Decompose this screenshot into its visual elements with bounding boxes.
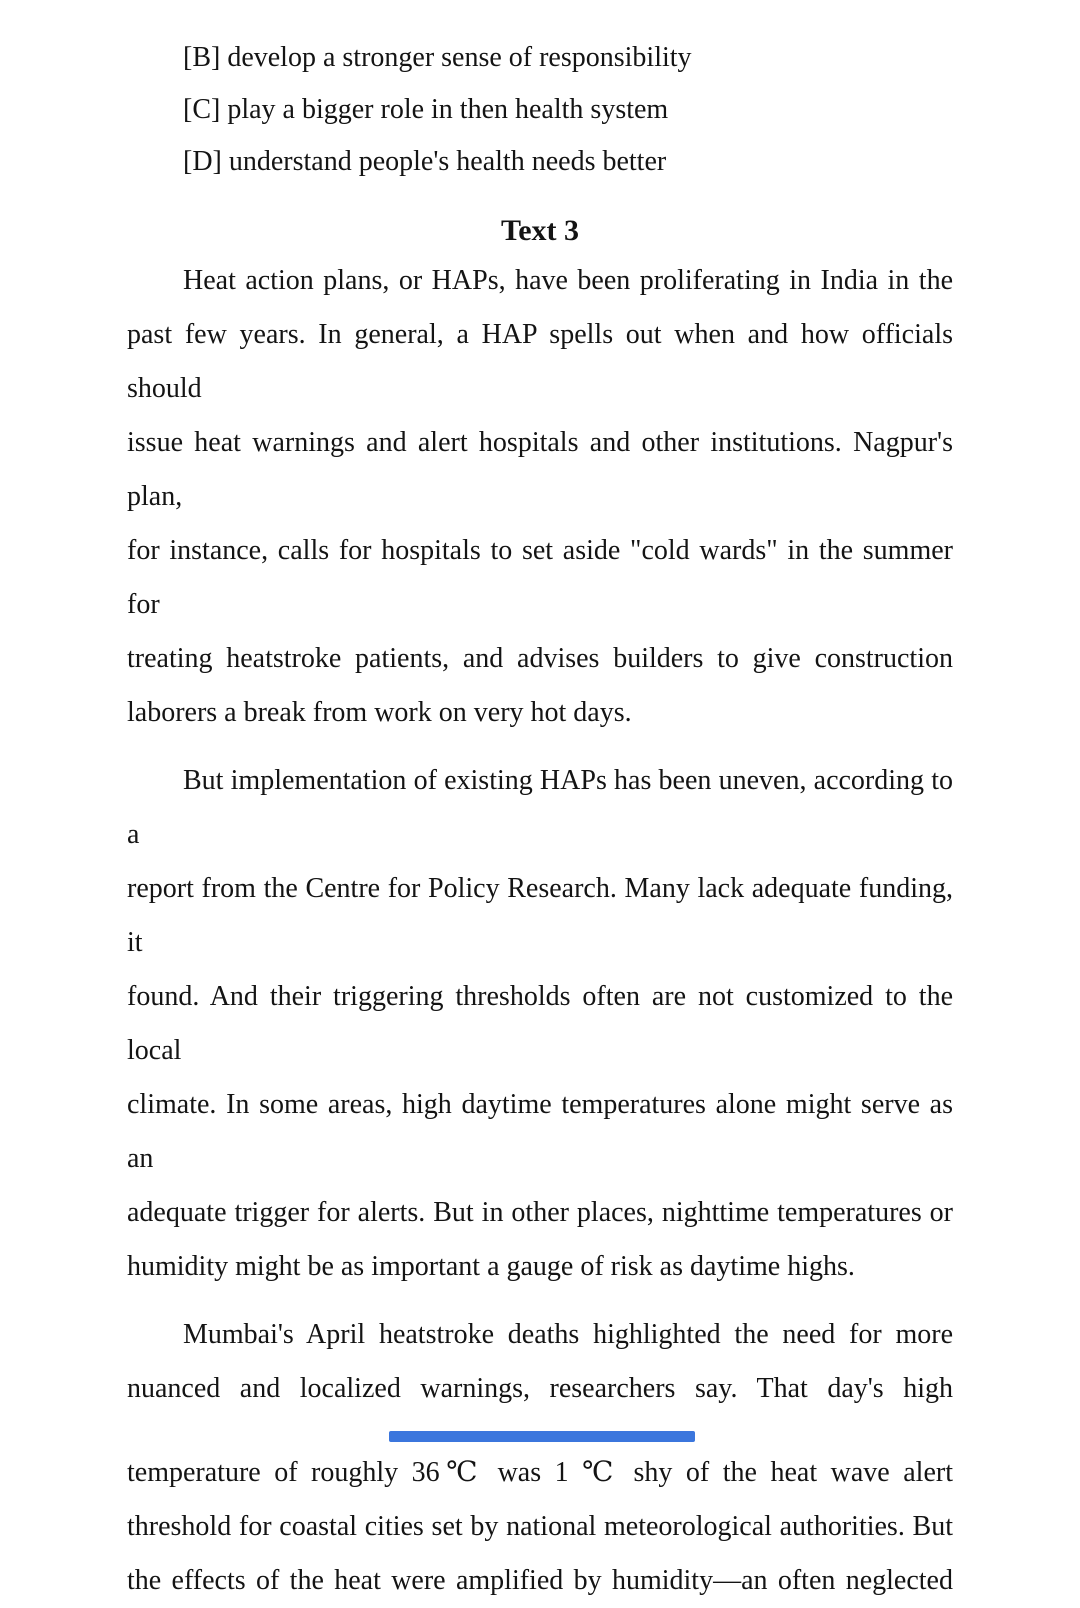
text-line: Mumbai's April heatstroke deaths highlighted the need for more [183, 1319, 953, 1350]
text-line: temperature of roughly 36℃ was 1 ℃ shy of the heat wave alert [127, 1457, 953, 1488]
text-line: humidity might be as important a gauge of risk as daytime highs. [127, 1251, 855, 1282]
text-line: Heat action plans, or HAPs, have been proliferating in India in the [183, 265, 953, 296]
option-c: [C] play a bigger role in then health system [183, 94, 669, 125]
text-line: report from the Centre for Policy Research. Many lack adequate funding, it [127, 873, 953, 958]
text-line: for instance, calls for hospitals to set aside "cold wards" in the summer for [127, 535, 953, 620]
text-line: nuanced and localized warnings, researchers say. That day's high [127, 1373, 953, 1404]
text-line: adequate trigger for alerts. But in other places, nighttime temperatures or [127, 1197, 953, 1228]
paragraph-3 [127, 1308, 953, 1416]
answer-options [183, 32, 953, 188]
paragraph-3-continued [127, 1446, 953, 1608]
section-heading: Text 3 [500, 214, 580, 247]
text-line: issue heat warnings and alert hospitals and other institutions. Nagpur's plan, [127, 427, 953, 512]
text-line: the effects of the heat were amplified by humidity—an often neglected [127, 1565, 953, 1596]
reading-progress-indicator[interactable] [389, 1431, 695, 1442]
text-line: treating heatstroke patients, and advises builders to give construction [127, 643, 953, 674]
text-line: climate. In some areas, high daytime temperatures alone might serve as an [127, 1089, 953, 1174]
text-line: found. And their triggering thresholds often are not customized to the local [127, 981, 953, 1066]
paragraph-1 [127, 254, 953, 740]
option-d: [D] understand people's health needs better [183, 146, 667, 177]
paragraph-2 [127, 754, 953, 1294]
option-b: [B] develop a stronger sense of responsibility [183, 42, 692, 73]
text-line: past few years. In general, a HAP spells out when and how officials should [127, 319, 953, 404]
text-line: laborers a break from work on very hot days. [127, 697, 632, 728]
page-content [0, 32, 1080, 1608]
text-line: But implementation of existing HAPs has been uneven, according to a [127, 765, 953, 850]
document-page [0, 32, 1080, 1596]
text-line: threshold for coastal cities set by national meteorological authorities. But [127, 1511, 953, 1542]
